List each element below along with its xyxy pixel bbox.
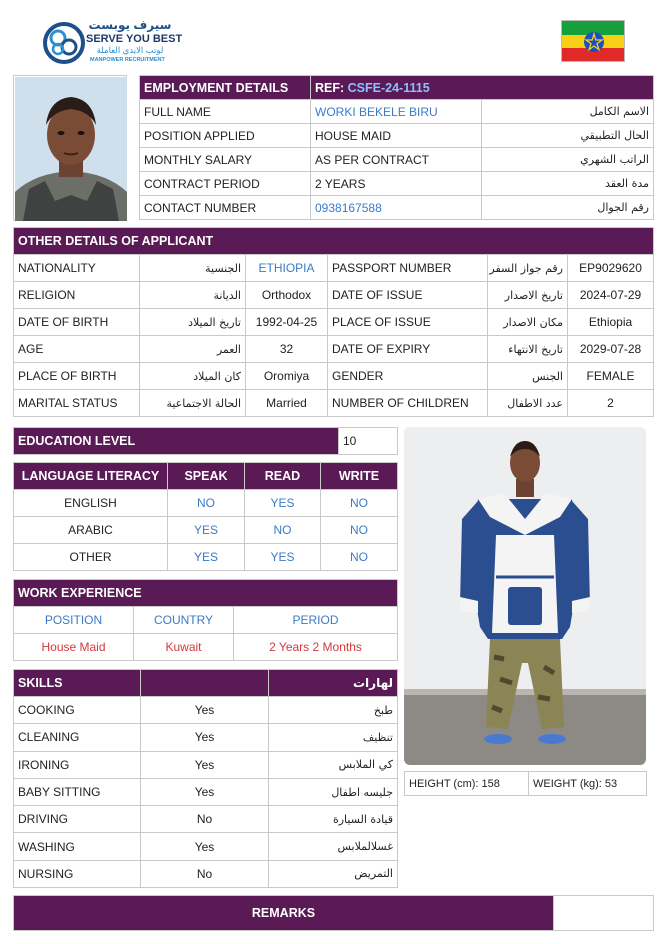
detail-value: 2 [568,390,654,417]
detail-label: MARITAL STATUS [14,390,140,417]
language-name: ARABIC [14,517,168,544]
detail-label: NATIONALITY [14,255,140,282]
read-value: YES [245,544,321,571]
skill-name: COOKING [14,697,141,724]
height-value: 158 [481,777,500,790]
detail-label: DATE OF ISSUE [328,282,488,309]
ethiopia-flag-icon [561,20,625,62]
skills-header: SKILLS [14,670,141,697]
remarks-value [554,896,654,931]
detail-label: DATE OF EXPIRY [328,336,488,363]
skill-name: DRIVING [14,806,141,833]
skill-value: No [141,806,269,833]
detail-label: DATE OF BIRTH [14,309,140,336]
detail-arabic-label: تاريخ الاصدار [488,282,568,309]
skill-row [14,806,398,833]
detail-label: RELIGION [14,282,140,309]
language-row [14,544,398,571]
write-value: NO [321,490,398,517]
detail-arabic-label: عدد الاطفال [488,390,568,417]
employment-value: HOUSE MAID [311,124,482,148]
logo-arabic-name: سيرف يوبست [88,18,172,32]
contact-number-value: 0938167588 [311,196,482,220]
other-details-row [14,336,654,363]
other-details-row [14,390,654,417]
language-row [14,517,398,544]
employment-arabic-label: الراتب الشهري [482,148,654,172]
language-header: LANGUAGE LITERACY [14,463,168,490]
period-column-header: PERIOD [234,607,398,634]
skill-name: WASHING [14,833,141,860]
weight-value: 53 [604,777,618,790]
detail-arabic-label: رقم جواز السفر [488,255,568,282]
skill-row [14,833,398,860]
read-header: READ [245,463,321,490]
employment-arabic-label: رقم الجوال [482,196,654,220]
skill-value: Yes [141,697,269,724]
remarks-label: REMARKS [14,896,554,931]
skill-row [14,697,398,724]
speak-value: YES [168,544,245,571]
skill-name: BABY SITTING [14,778,141,805]
detail-label: PLACE OF ISSUE [328,309,488,336]
detail-label: GENDER [328,363,488,390]
logo-sub: MANPOWER RECRUITMENT [90,57,165,63]
skill-arabic-name: غسلالملابس [269,833,398,860]
skill-value: Yes [141,751,269,778]
employment-arabic-label: الحال التطبيقي [482,124,654,148]
write-header: WRITE [321,463,398,490]
work-country: Kuwait [134,634,234,661]
read-value: NO [245,517,321,544]
skill-name: CLEANING [14,724,141,751]
skill-row [14,751,398,778]
education-level-value: 10 [339,428,398,455]
applicant-portrait-photo [13,75,127,221]
detail-value: 2029-07-28 [568,336,654,363]
height-label: HEIGHT (cm): [409,777,479,790]
skill-arabic-name: طبخ [269,697,398,724]
work-experience-table [13,579,398,661]
other-details-table [13,227,654,417]
detail-label: AGE [14,336,140,363]
skill-row [14,724,398,751]
employment-label: CONTACT NUMBER [140,196,311,220]
language-name: OTHER [14,544,168,571]
nationality-value: ETHIOPIA [246,255,328,282]
detail-value: Married [246,390,328,417]
speak-value: YES [168,517,245,544]
skill-name: IRONING [14,751,141,778]
skill-value: Yes [141,724,269,751]
height-field [405,772,529,796]
skill-row [14,860,398,887]
work-experience-row [14,634,398,661]
employment-value: WORKI BEKELE BIRU [311,100,482,124]
other-details-row [14,255,654,282]
detail-label: PLACE OF BIRTH [14,363,140,390]
reference-number [311,76,654,100]
company-logo [42,18,183,68]
read-value: YES [245,490,321,517]
work-period: 2 Years 2 Months [234,634,398,661]
employment-value: AS PER CONTRACT [311,148,482,172]
employment-details-header: EMPLOYMENT DETAILS [140,76,311,100]
speak-value: NO [168,490,245,517]
employment-label: CONTRACT PERIOD [140,172,311,196]
detail-arabic-label: الديانة [140,282,246,309]
skill-name: NURSING [14,860,141,887]
education-table [13,427,398,455]
applicant-full-body-photo [404,427,646,765]
employment-label: FULL NAME [140,100,311,124]
skill-row [14,778,398,805]
language-row [14,490,398,517]
detail-arabic-label: تاريخ الميلاد [140,309,246,336]
detail-value: Ethiopia [568,309,654,336]
detail-arabic-label: مكان الاصدار [488,309,568,336]
detail-arabic-label: تاريخ الانتهاء [488,336,568,363]
skill-arabic-name: كي الملابس [269,751,398,778]
detail-value: 1992-04-25 [246,309,328,336]
detail-value: Oromiya [246,363,328,390]
other-details-header: OTHER DETAILS OF APPLICANT [14,228,654,255]
skills-header-spacer [141,670,269,697]
employment-label: MONTHLY SALARY [140,148,311,172]
logo-name: SERVE YOU BEST [86,33,183,45]
employment-row [140,196,654,220]
ref-value: CSFE-24-1115 [347,80,430,95]
ref-label: REF: [315,80,345,95]
write-value: NO [321,544,398,571]
skill-value: Yes [141,778,269,805]
detail-value: FEMALE [568,363,654,390]
detail-label: PASSPORT NUMBER [328,255,488,282]
skill-arabic-name: قيادة السيارة [269,806,398,833]
skills-table [13,669,398,888]
detail-arabic-label: الحالة الاجتماعية [140,390,246,417]
detail-value: EP9029620 [568,255,654,282]
logo-mark-icon [42,21,86,65]
remarks-table [13,895,654,931]
detail-arabic-label: الجنس [488,363,568,390]
employment-value: 2 YEARS [311,172,482,196]
employment-row [140,124,654,148]
employment-label: POSITION APPLIED [140,124,311,148]
other-details-row [14,363,654,390]
language-name: ENGLISH [14,490,168,517]
employment-row [140,148,654,172]
write-value: NO [321,517,398,544]
measurements-table [404,771,647,796]
other-details-row [14,309,654,336]
employment-arabic-label: مدة العقد [482,172,654,196]
employment-row [140,172,654,196]
other-details-row [14,282,654,309]
speak-header: SPEAK [168,463,245,490]
detail-arabic-label: كان الميلاد [140,363,246,390]
work-experience-header: WORK EXPERIENCE [14,580,398,607]
detail-value: Orthodox [246,282,328,309]
skill-arabic-name: التمريض [269,860,398,887]
detail-value: 32 [246,336,328,363]
detail-value: 2024-07-29 [568,282,654,309]
skill-arabic-name: تنظيف [269,724,398,751]
skill-value: No [141,860,269,887]
detail-arabic-label: الجنسية [140,255,246,282]
work-position: House Maid [14,634,134,661]
skill-value: Yes [141,833,269,860]
detail-arabic-label: العمر [140,336,246,363]
skill-arabic-name: جليسه اطفال [269,778,398,805]
country-column-header: COUNTRY [134,607,234,634]
skills-arabic-header: لهارات [269,670,398,697]
weight-field [529,772,647,796]
logo-arabic-sub: لوتب الايدي العاملة [96,45,164,55]
employment-row [140,100,654,124]
language-literacy-table [13,462,398,571]
education-level-label: EDUCATION LEVEL [14,428,339,455]
position-column-header: POSITION [14,607,134,634]
detail-label: NUMBER OF CHILDREN [328,390,488,417]
employment-arabic-label: الاسم الكامل [482,100,654,124]
employment-details-table [139,75,654,220]
weight-label: WEIGHT (kg): [533,777,602,790]
